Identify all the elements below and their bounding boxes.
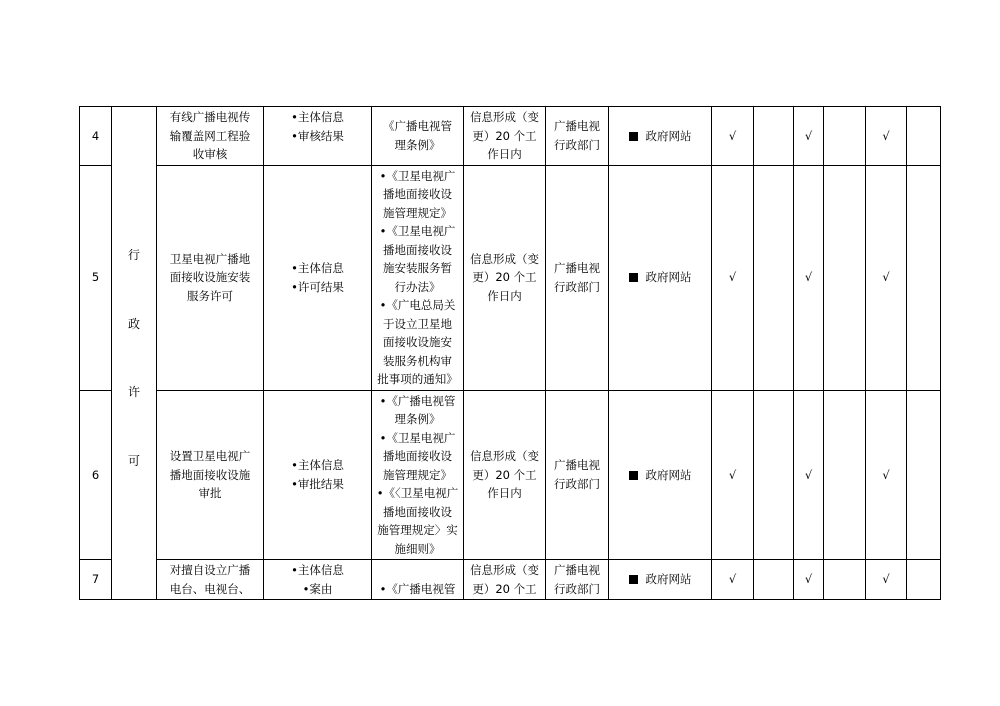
item-name-line: 输覆盖网工程验 [169, 128, 251, 143]
department-cell [546, 390, 609, 560]
info-line: •许可结果 [291, 279, 344, 294]
info-content-cell [264, 390, 372, 560]
channel-cell [609, 560, 712, 600]
basis-line: 播地面接收设 [383, 504, 452, 519]
channel-label: 政府网站 [645, 572, 692, 587]
dept-line: 广播电视 [554, 458, 600, 473]
item-name-line: 服务许可 [187, 288, 233, 303]
department-cell [546, 560, 609, 600]
basis-line: 于设立卫星地 [383, 316, 452, 331]
period-line: 信息形成（变 [470, 251, 539, 266]
check-cell [907, 165, 941, 390]
square-bullet-icon [629, 575, 638, 584]
check-cell [824, 390, 866, 560]
period-line: 更）20 个工 [472, 128, 537, 143]
info-line: •主体信息 [291, 563, 344, 577]
dept-line: 行政部门 [554, 279, 600, 294]
basis-line: 《广播电视管 [383, 119, 452, 134]
check-cell: √ [794, 107, 824, 166]
channel-cell [609, 390, 712, 560]
period-line: 信息形成（变 [470, 110, 539, 124]
check-cell [824, 165, 866, 390]
dept-line: 行政部门 [554, 476, 600, 491]
check-cell [907, 390, 941, 560]
channel-cell [609, 165, 712, 390]
basis-line: 行办法》 [394, 279, 441, 294]
basis-line: •《卫星电视广 [379, 224, 456, 238]
legal-basis-cell [372, 165, 464, 390]
time-limit-cell [464, 165, 546, 390]
check-cell [907, 560, 941, 600]
dept-line: 行政部门 [554, 137, 600, 152]
department-cell [546, 107, 609, 166]
channel-label: 政府网站 [645, 467, 692, 482]
table-row [80, 107, 941, 166]
item-name-line: 对擅自设立广播 [169, 563, 251, 577]
check-cell [824, 560, 866, 600]
period-line: 作日内 [487, 147, 522, 161]
basis-line: 施管理规定》 [383, 467, 452, 482]
item-name-line: 播地面接收设施 [169, 467, 251, 482]
info-line: •审批结果 [291, 476, 344, 491]
check-cell [754, 390, 794, 560]
period-line: 作日内 [487, 288, 522, 303]
info-content-cell [264, 107, 372, 166]
row-number: 7 [80, 560, 112, 600]
check-cell: √ [866, 390, 907, 560]
period-line: 信息形成（变 [470, 449, 539, 463]
channel-label: 政府网站 [645, 128, 692, 143]
row-number: 4 [80, 107, 112, 166]
table-row [80, 165, 941, 390]
check-cell: √ [712, 390, 754, 560]
time-limit-cell [464, 560, 546, 600]
time-limit-cell [464, 390, 546, 560]
period-line: 更）20 个工 [472, 467, 537, 482]
item-name-line: 有线广播电视传 [169, 110, 251, 124]
basis-line: 播地面接收设 [383, 449, 452, 463]
row-number: 6 [80, 390, 112, 560]
basis-line: 施细则》 [394, 541, 441, 556]
period-line: 更）20 个工 [472, 581, 537, 596]
info-line: •审核结果 [291, 128, 344, 143]
basis-line: 施管理规定〉实 [377, 523, 458, 537]
basis-line: •《〈卫星电视广 [376, 486, 459, 500]
period-line: 作日内 [487, 486, 522, 500]
check-cell [754, 560, 794, 600]
square-bullet-icon [629, 132, 638, 141]
basis-line: •《卫星电视广 [379, 430, 456, 445]
period-line: 信息形成（变 [470, 563, 539, 577]
basis-line: 面接收设施安 [383, 335, 452, 349]
channel-cell [609, 107, 712, 166]
basis-line: 理条例》 [394, 412, 441, 426]
basis-line: 装服务机构审 [383, 353, 452, 368]
dept-line: 广播电视 [554, 119, 600, 134]
info-content-cell [264, 165, 372, 390]
check-cell: √ [712, 560, 754, 600]
item-name-cell [157, 560, 264, 600]
category-char: 政 [127, 316, 140, 331]
check-cell: √ [866, 107, 907, 166]
item-name-line: 收审核 [192, 147, 228, 161]
check-cell: √ [794, 560, 824, 600]
info-content-cell [264, 560, 372, 600]
dept-line: 行政部门 [554, 581, 600, 596]
basis-line: 理条例》 [394, 137, 441, 152]
row-number: 5 [80, 165, 112, 390]
time-limit-cell [464, 107, 546, 166]
info-line: •案由 [302, 581, 333, 596]
table-row [80, 390, 941, 560]
check-cell [824, 107, 866, 166]
item-name-cell [157, 390, 264, 560]
basis-line: 播地面接收设 [383, 187, 452, 201]
item-name-line: 面接收设施安装 [169, 270, 251, 285]
basis-line: •《广播电视管 [379, 393, 456, 408]
basis-line: 施安装服务暂 [383, 261, 452, 275]
check-cell [754, 165, 794, 390]
square-bullet-icon [629, 273, 638, 282]
basis-line: •《广电总局关 [379, 298, 456, 312]
dept-line: 广播电视 [554, 563, 600, 577]
legal-basis-cell [372, 390, 464, 560]
info-line: •主体信息 [291, 458, 344, 473]
check-cell: √ [712, 165, 754, 390]
category-char: 行 [127, 248, 140, 262]
check-cell: √ [712, 107, 754, 166]
item-name-cell [157, 107, 264, 166]
check-cell [754, 107, 794, 166]
check-cell: √ [794, 165, 824, 390]
disclosure-table [79, 106, 941, 600]
table-row [80, 560, 941, 600]
square-bullet-icon [629, 471, 638, 480]
category-char: 可 [127, 453, 140, 468]
basis-line: •《卫星电视广 [379, 168, 456, 183]
basis-line: 批事项的通知》 [377, 372, 458, 386]
basis-line: 播地面接收设 [383, 242, 452, 257]
legal-basis-cell [372, 107, 464, 166]
info-line: •主体信息 [291, 261, 344, 275]
period-line: 更）20 个工 [472, 270, 537, 285]
category-char: 许 [127, 385, 140, 399]
info-line: •主体信息 [291, 110, 344, 124]
check-cell: √ [866, 165, 907, 390]
item-name-line: 卫星电视广播地 [169, 251, 251, 266]
legal-basis-cell [372, 560, 464, 600]
item-name-cell [157, 165, 264, 390]
basis-line: 施管理规定》 [383, 205, 452, 220]
item-name-line: 电台、电视台、 [169, 581, 251, 596]
check-cell: √ [866, 560, 907, 600]
item-name-line: 设置卫星电视广 [169, 449, 251, 463]
item-name-line: 审批 [198, 486, 222, 500]
category-cell [112, 107, 157, 600]
channel-label: 政府网站 [645, 270, 692, 285]
department-cell [546, 165, 609, 390]
basis-line: •《广播电视管 [379, 581, 456, 596]
dept-line: 广播电视 [554, 261, 600, 275]
check-cell: √ [794, 390, 824, 560]
check-cell [907, 107, 941, 166]
